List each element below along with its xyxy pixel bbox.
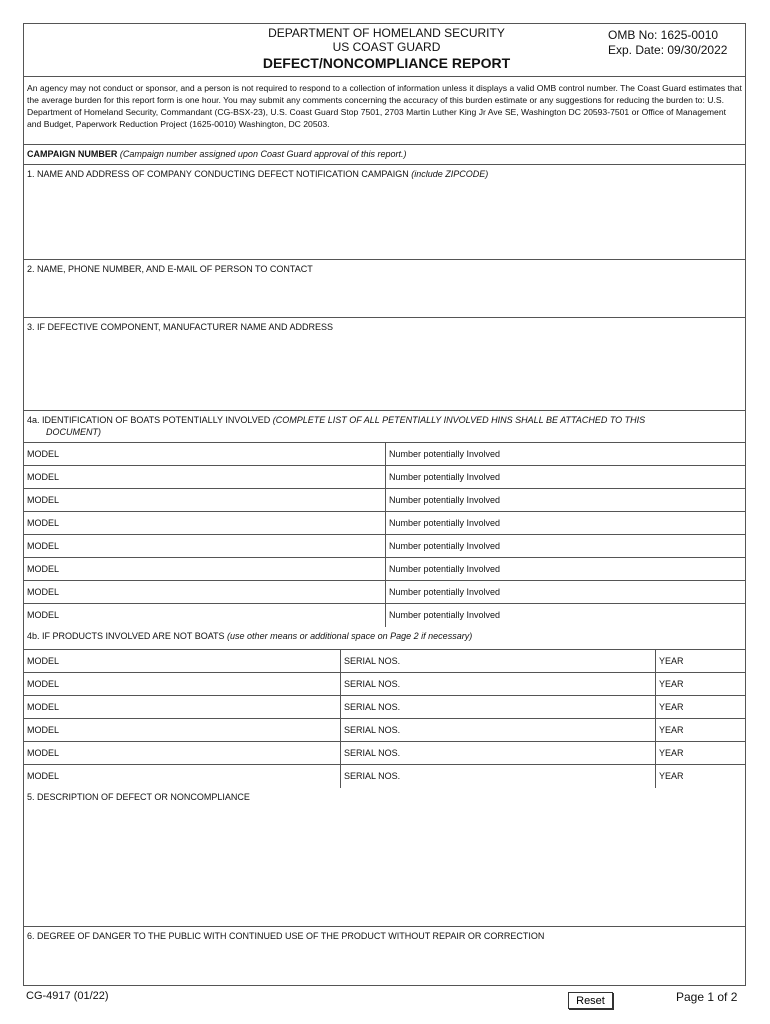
section-6-label: 6. DEGREE OF DANGER TO THE PUBLIC WITH CONTINUED USE OF THE PRODUCT WITHOUT REPAIR OR CORRECTION — [27, 931, 545, 941]
product-row — [24, 673, 745, 696]
product-serial-field[interactable]: SERIAL NOS. — [341, 673, 656, 695]
product-serial-field[interactable]: SERIAL NOS. — [341, 650, 656, 672]
form-id: CG-4917 (01/22) — [26, 990, 109, 1002]
boat-model-field[interactable]: MODEL — [24, 443, 386, 465]
product-model-field[interactable]: MODEL — [24, 696, 341, 718]
boat-model-field[interactable]: MODEL — [24, 604, 386, 627]
boat-row — [24, 443, 745, 466]
product-year-field[interactable]: YEAR — [659, 748, 684, 758]
burden-notice: An agency may not conduct or sponsor, and a person is not required to respond to a collection of information unless it displays a valid OMB control number. The Coast Guard estimates that the average burden for this report form is one hour. You may submit any comments concerning the accuracy of this burden estimate or any suggestions for reducing the burden to: U.S. Department of Homeland Security, Commandant (CG-BSX-23), U.S. Coast Guard Stop 7501, 2703 Martin Luther King Jr Ave SE, Washington DC 20593-7501 or Office of Management and Budget, Paperwork Reduction Project (1625-0010) Washington, DC 20503. — [24, 77, 745, 145]
product-row — [24, 742, 745, 765]
campaign-label: CAMPAIGN NUMBER — [27, 149, 118, 159]
section-4a-note: (COMPLETE LIST OF ALL PETENTIALLY INVOLVED HINS SHALL BE ATTACHED TO THIS — [272, 415, 646, 425]
product-row — [24, 765, 745, 788]
section-1-company — [24, 165, 745, 260]
page-number: Page 1 of 2 — [676, 990, 738, 1004]
boat-model-field[interactable]: MODEL — [24, 581, 386, 603]
product-year-field[interactable]: YEAR — [659, 771, 684, 781]
contact-person-input[interactable] — [26, 276, 743, 315]
boat-number-involved-field[interactable]: Number potentially Involved — [389, 541, 501, 551]
boat-number-involved-field[interactable]: Number potentially Involved — [389, 495, 501, 505]
product-year-field[interactable]: YEAR — [659, 679, 684, 689]
boat-row — [24, 489, 745, 512]
form-title: DEFECT/NONCOMPLIANCE REPORT — [262, 55, 511, 71]
product-row — [24, 650, 745, 673]
agency-name: DEPARTMENT OF HOMELAND SECURITY — [268, 26, 505, 40]
boat-number-involved-field[interactable]: Number potentially Involved — [389, 449, 501, 459]
boat-number-involved-field[interactable]: Number potentially Involved — [389, 472, 501, 482]
product-year-field[interactable]: YEAR — [659, 725, 684, 735]
boat-number-involved-field[interactable]: Number potentially Involved — [389, 610, 501, 620]
manufacturer-input[interactable] — [26, 334, 743, 408]
campaign-note: (Campaign number assigned upon Coast Guard approval of this report.) — [119, 149, 407, 159]
section-4b-header — [24, 627, 745, 650]
product-year-field[interactable]: YEAR — [659, 702, 684, 712]
boat-row — [24, 512, 745, 535]
product-row — [24, 696, 745, 719]
boat-row — [24, 604, 745, 627]
section-2-contact — [24, 260, 745, 318]
section-4a-label: 4a. IDENTIFICATION OF BOATS POTENTIALLY INVOLVED — [27, 415, 273, 425]
section-3-label: 3. IF DEFECTIVE COMPONENT, MANUFACTURER NAME AND ADDRESS — [27, 322, 334, 332]
section-4b-label: 4b. IF PRODUCTS INVOLVED ARE NOT BOATS — [27, 631, 228, 641]
section-4a-header — [24, 411, 745, 443]
boat-model-field[interactable]: MODEL — [24, 489, 386, 511]
section-4b-note: (use other means or additional space on Page 2 if necessary) — [227, 631, 473, 641]
defect-description-input[interactable] — [26, 804, 743, 924]
product-model-field[interactable]: MODEL — [24, 719, 341, 741]
section-1-note: (include ZIPCODE) — [411, 169, 489, 179]
product-row — [24, 719, 745, 742]
section-5-description — [24, 788, 745, 927]
reset-button[interactable]: Reset — [568, 992, 613, 1009]
product-serial-field[interactable]: SERIAL NOS. — [341, 765, 656, 788]
omb-number: OMB No: 1625-0010 — [608, 28, 719, 42]
product-model-field[interactable]: MODEL — [24, 650, 341, 672]
boat-model-field[interactable]: MODEL — [24, 466, 386, 488]
boat-model-field[interactable]: MODEL — [24, 535, 386, 557]
product-model-field[interactable]: MODEL — [24, 742, 341, 764]
danger-degree-input[interactable] — [26, 943, 743, 983]
boat-model-field[interactable]: MODEL — [24, 558, 386, 580]
company-name-address-input[interactable] — [26, 181, 743, 257]
product-model-field[interactable]: MODEL — [24, 765, 341, 788]
defect-report-form — [23, 23, 746, 986]
section-4a-note-cont: DOCUMENT) — [46, 427, 101, 437]
boat-number-involved-field[interactable]: Number potentially Involved — [389, 564, 501, 574]
product-model-field[interactable]: MODEL — [24, 673, 341, 695]
boat-number-involved-field[interactable]: Number potentially Involved — [389, 587, 501, 597]
form-header — [24, 24, 745, 77]
product-serial-field[interactable]: SERIAL NOS. — [341, 742, 656, 764]
section-3-manufacturer — [24, 318, 745, 411]
section-2-label: 2. NAME, PHONE NUMBER, AND E-MAIL OF PERSON TO CONTACT — [27, 264, 313, 274]
section-1-label: 1. NAME AND ADDRESS OF COMPANY CONDUCTING DEFECT NOTIFICATION CAMPAIGN — [27, 169, 412, 179]
boat-row — [24, 558, 745, 581]
boat-number-involved-field[interactable]: Number potentially Involved — [389, 518, 501, 528]
omb-info — [608, 28, 727, 58]
campaign-number-field[interactable] — [24, 145, 745, 165]
boat-row — [24, 581, 745, 604]
expiration-date: Exp. Date: 09/30/2022 — [608, 43, 728, 57]
sub-agency-name: US COAST GUARD — [332, 40, 441, 54]
product-year-field[interactable]: YEAR — [659, 656, 684, 666]
header-titles — [224, 26, 549, 70]
boat-row — [24, 466, 745, 489]
product-serial-field[interactable]: SERIAL NOS. — [341, 696, 656, 718]
boat-row — [24, 535, 745, 558]
boat-model-field[interactable]: MODEL — [24, 512, 386, 534]
product-serial-field[interactable]: SERIAL NOS. — [341, 719, 656, 741]
section-5-label: 5. DESCRIPTION OF DEFECT OR NONCOMPLIANCE — [27, 792, 250, 802]
section-6-danger — [24, 927, 745, 985]
